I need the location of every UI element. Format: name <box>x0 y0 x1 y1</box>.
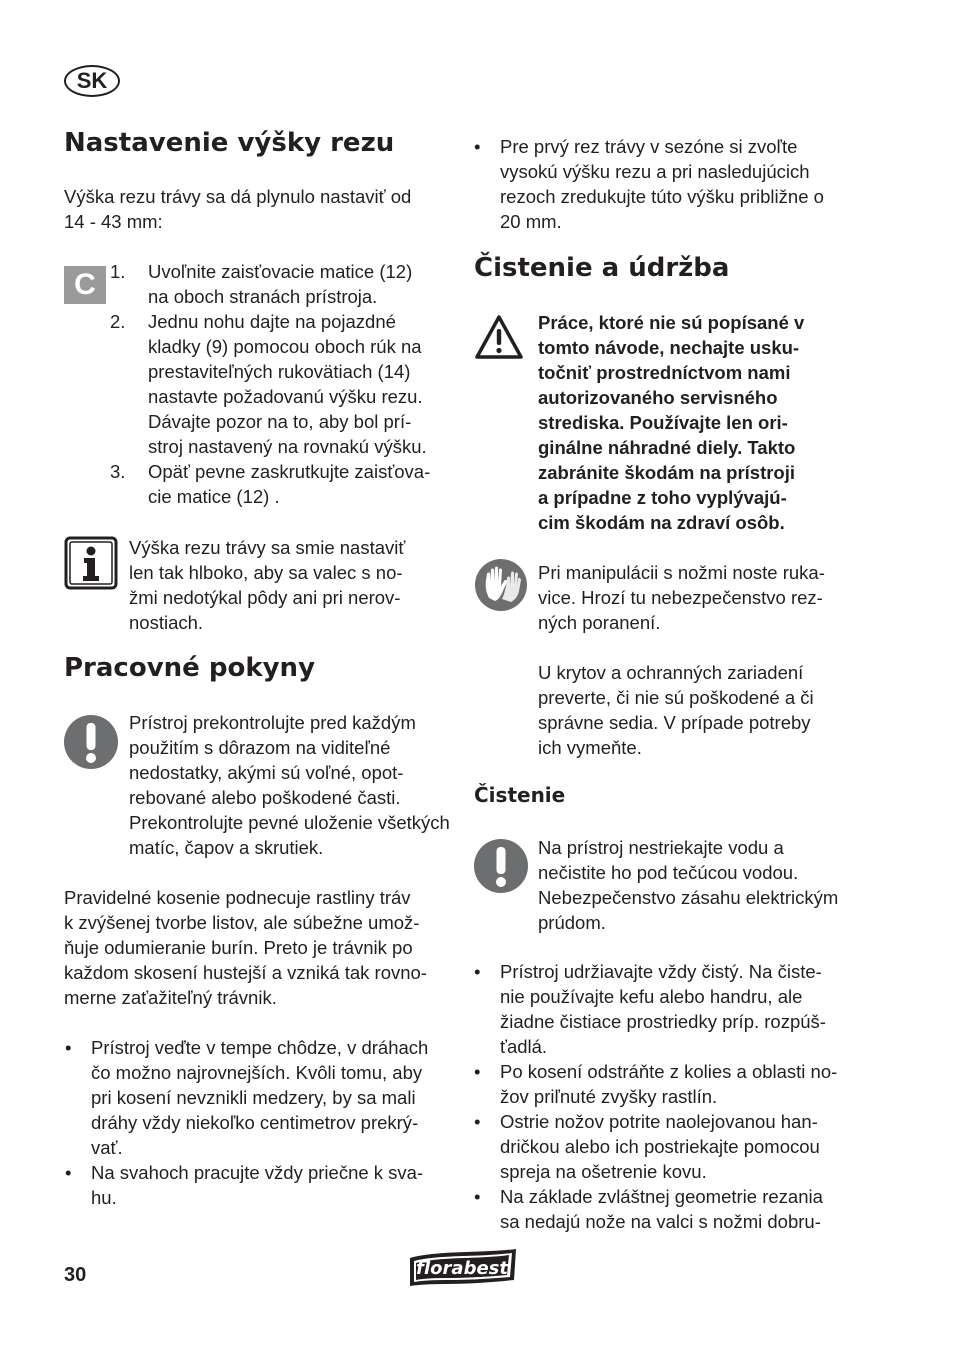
figure-c-icon: C <box>64 266 106 304</box>
exclamation-icon <box>63 714 119 775</box>
language-badge: SK <box>64 65 120 97</box>
covers-note: U krytov a ochranných zariadení preverte, či nie sú poškodené a či správne sedia. V prípade potreby ich vymeňte. <box>538 662 814 758</box>
paragraph-mowing: Pravidelné kosenie podnecuje rastliny tráv k zvýšenej tvorbe listov, ale súbežne umož- ňuje odumieranie burín. Preto je trávnik po každom skosení hustejší a vzniká tak rovno- merne zaťažiteľný trávnik. <box>64 887 427 1008</box>
exclamation-icon <box>473 838 529 899</box>
list-item: 2. Jednu nohu dajte na pojazdné kladky (9) pomocou oboch rúk na prestaviteľných rukovätiach (14) nastavte požadovanú výšku rezu. Dávajte pozor na to, aby bol prí- stroj nastavený na rovnakú výšku. <box>110 311 427 457</box>
list-item: 1. Uvoľnite zaisťovacie matice (12) na oboch stranách prístroja. <box>110 261 413 307</box>
info-note: Výška rezu trávy sa smie nastaviť len tak hlboko, aby sa valec s no- žmi nedotýkal pôdy ani pri nerov- nostiach. <box>129 537 406 633</box>
steps-list <box>110 259 431 509</box>
water-warning-note: Na prístroj nestriekajte vodu a nečistite ho pod tečúcou vodou. Nebezpečenstvo zásahu elektrickým prúdom. <box>538 837 839 933</box>
warning-note: Prístroj prekontrolujte pred každým použitím s dôrazom na viditeľné nedostatky, akými sú voľné, opot- rebované alebo poškodené časti. Prekontrolujte pevné uloženie všetkých matíc, čapov a skrutiek. <box>129 712 450 858</box>
gloves-icon <box>474 558 528 617</box>
warning-triangle-icon <box>474 314 524 365</box>
list-item: • Po kosení odstráňte z kolies a oblasti no- žov priľnuté zvyšky rastlín. <box>474 1061 838 1107</box>
heading-cut-height: Nastavenie výšky rezu <box>64 128 395 158</box>
list-item: • Prístroj udržiavajte vždy čistý. Na čiste- nie používajte kefu alebo handru, ale žiadne čistiace prostriedky príp. rozpúš- ťadlá. <box>474 961 826 1057</box>
left-bullet-list <box>65 1035 429 1210</box>
list-item: • Pre prvý rez trávy v sezóne si zvoľte vysokú výšku rezu a pri nasledujúcich rezoch zredukujte túto výšku približne o 20 mm. <box>474 136 824 232</box>
list-item: • Ostrie nožov potrite naolejovanou han- dričkou alebo ich postriekajte pomocou spreja na ošetrenie kovu. <box>474 1111 820 1182</box>
list-item: • Prístroj veďte v tempe chôdze, v dráhach čo možno najrovnejších. Kvôli tomu, aby pri kosení nevznikli medzery, by sa mali dráhy vždy niekoľko centimetrov prekrý- vať. <box>65 1037 429 1158</box>
list-item: 3. Opäť pevne zaskrutkujte zaisťova- cie matice (12) . <box>110 461 431 507</box>
right-top-bullet <box>474 134 824 234</box>
right-bullet-list <box>474 959 838 1234</box>
florabest-logo <box>406 1246 520 1293</box>
heading-work-instructions: Pracovné pokyny <box>64 653 316 683</box>
svg-text:florabest: florabest <box>416 1258 508 1279</box>
paragraph-cut-range: Výška rezu trávy sa dá plynulo nastaviť od 14 - 43 mm: <box>64 186 412 232</box>
heading-cleaning: Čistenie <box>474 783 566 807</box>
page-number: 30 <box>64 1264 87 1286</box>
list-item: • Na svahoch pracujte vždy priečne k sva- hu. <box>65 1162 424 1208</box>
info-icon <box>64 536 118 595</box>
gloves-note: Pri manipulácii s nožmi noste ruka- vice. Hrozí tu nebezpečenstvo rez- ných poranení. <box>538 562 825 633</box>
caution-note: Práce, ktoré nie sú popísané v tomto návode, nechajte usku- točniť prostredníctvom nami autorizovaného servisného strediska. Používajte len ori- ginálne náhradné diely. Takto zabránite škodám na prístroji a prípadne z toho vyplývajú- cim škodám na zdraví osôb. <box>538 312 805 533</box>
heading-cleaning-maintenance: Čistenie a údržba <box>474 253 730 283</box>
list-item: • Na základe zvláštnej geometrie rezania sa nedajú nože na valci s nožmi dobru- <box>474 1186 823 1232</box>
